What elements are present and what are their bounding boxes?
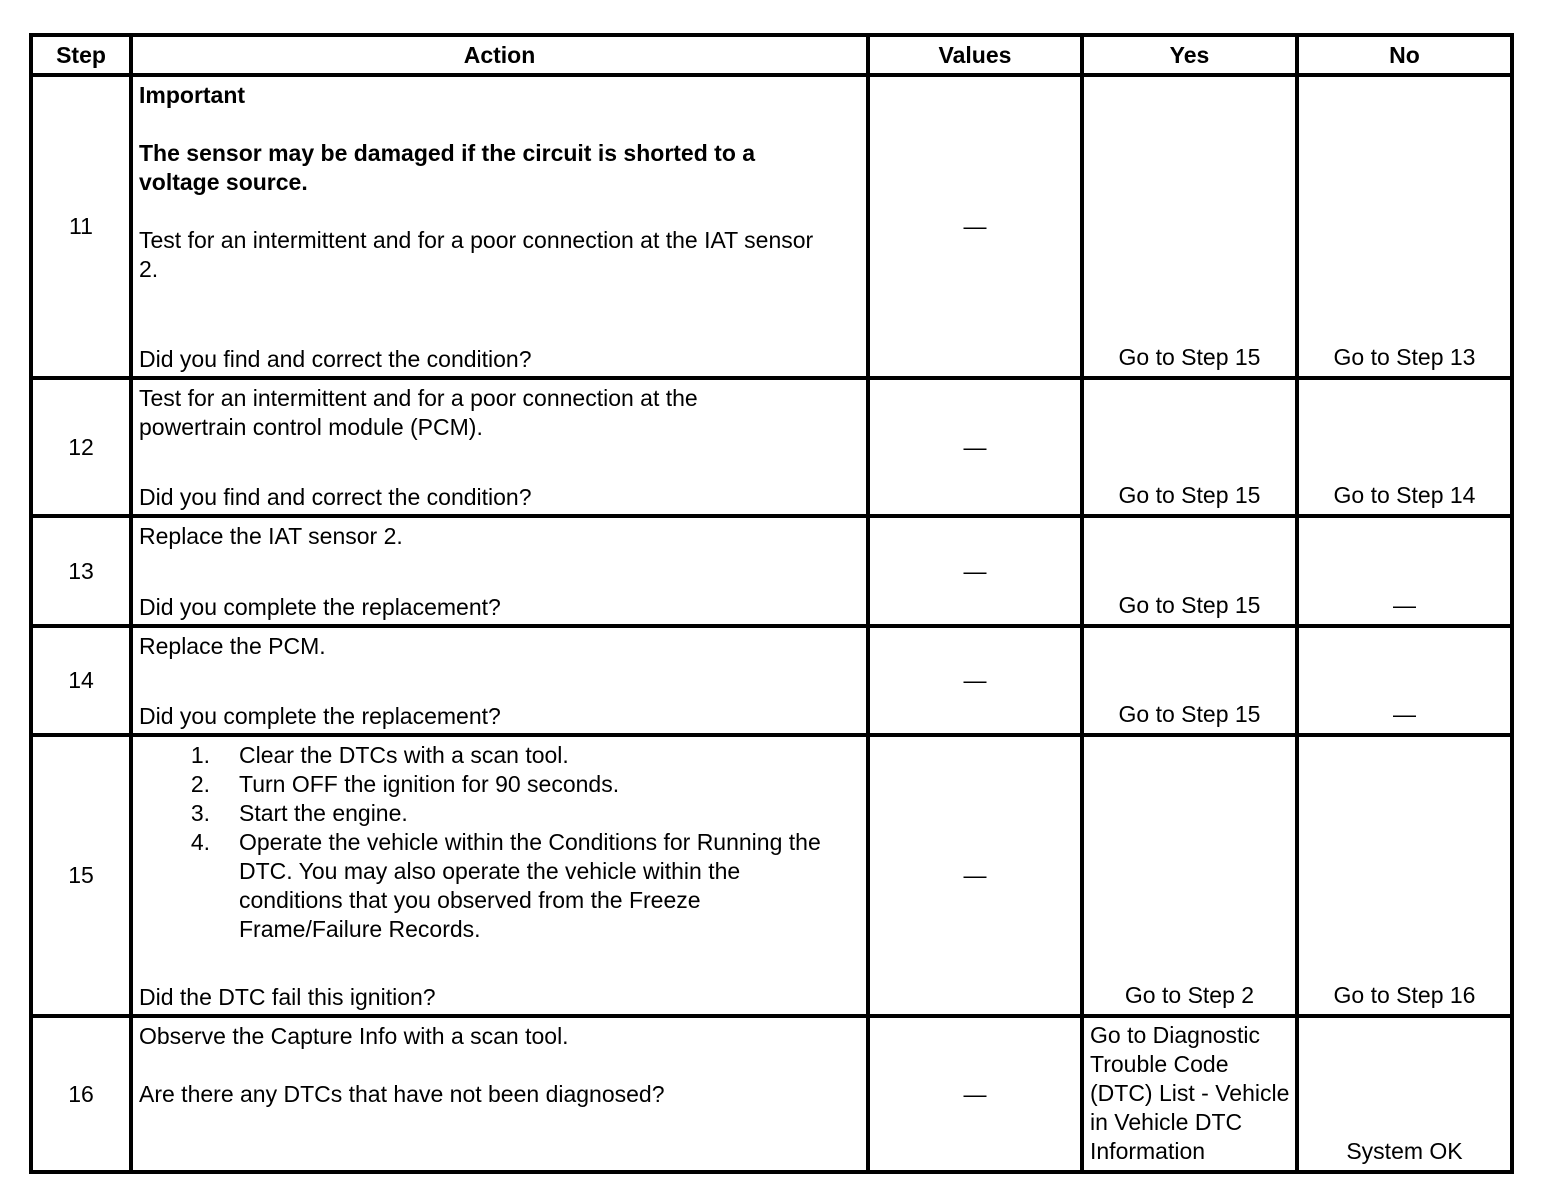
no-cell: — — [1297, 626, 1512, 735]
instruction-text: Test for an intermittent and for a poor connection at the powertrain control module (PCM). — [139, 385, 698, 440]
header-yes: Yes — [1082, 35, 1297, 75]
step-number: 14 — [31, 626, 131, 735]
list-item: 4. Operate the vehicle within the Conditions for Running the DTC. You may also operate the vehicle within the conditions that you observed from the Freeze Frame/Failure Records. — [190, 829, 821, 942]
table-row — [31, 75, 1512, 378]
action-cell — [131, 378, 868, 516]
values-cell: — — [868, 626, 1082, 735]
step-number: 12 — [31, 378, 131, 516]
step-number: 13 — [31, 516, 131, 626]
question-text: Did you find and correct the condition? — [139, 484, 532, 510]
yes-cell: Go to Step 15 — [1082, 626, 1297, 735]
action-cell — [131, 75, 868, 378]
no-cell: — — [1297, 516, 1512, 626]
list-item: 3. Start the engine. — [190, 800, 408, 826]
action-cell — [131, 735, 868, 1016]
values-cell: — — [868, 1016, 1082, 1172]
no-cell: Go to Step 13 — [1297, 75, 1512, 378]
question-text: Are there any DTCs that have not been diagnosed? — [139, 1081, 665, 1107]
yes-cell: Go to Step 15 — [1082, 378, 1297, 516]
diagnostic-table — [29, 33, 1514, 1174]
header-step: Step — [31, 35, 131, 75]
step-number: 16 — [31, 1016, 131, 1172]
table-row — [31, 1016, 1512, 1172]
instruction-text: Replace the PCM. — [139, 633, 326, 659]
values-cell: — — [868, 735, 1082, 1016]
yes-cell: Go to Step 15 — [1082, 75, 1297, 378]
no-cell: Go to Step 16 — [1297, 735, 1512, 1016]
instruction-text: Replace the IAT sensor 2. — [139, 523, 403, 549]
question-text: Did you complete the replacement? — [139, 594, 501, 620]
list-item: 1. Clear the DTCs with a scan tool. — [190, 742, 569, 768]
yes-cell: Go to Diagnostic Trouble Code (DTC) List - Vehicle in Vehicle DTC Information — [1082, 1016, 1297, 1172]
values-cell: — — [868, 378, 1082, 516]
warning-text: The sensor may be damaged if the circuit is shorted to a voltage source. — [139, 140, 756, 195]
important-label: Important — [139, 82, 246, 108]
step-number: 11 — [31, 75, 131, 378]
table-row — [31, 735, 1512, 1016]
instruction-text: Observe the Capture Info with a scan tool. — [139, 1023, 569, 1049]
question-text: Did you complete the replacement? — [139, 703, 501, 729]
table-row — [31, 516, 1512, 626]
list-item: 2. Turn OFF the ignition for 90 seconds. — [190, 771, 620, 797]
header-no: No — [1297, 35, 1512, 75]
header-row — [31, 35, 1512, 75]
procedure-list — [139, 741, 860, 944]
header-values: Values — [868, 35, 1082, 75]
step-number: 15 — [31, 735, 131, 1016]
header-action: Action — [131, 35, 868, 75]
table-row — [31, 626, 1512, 735]
instruction-text: Test for an intermittent and for a poor connection at the IAT sensor 2. — [139, 227, 814, 282]
values-cell: — — [868, 516, 1082, 626]
action-cell — [131, 626, 868, 735]
question-text: Did you find and correct the condition? — [139, 346, 532, 372]
no-cell: System OK — [1297, 1016, 1512, 1172]
no-cell: Go to Step 14 — [1297, 378, 1512, 516]
action-cell — [131, 1016, 868, 1172]
action-cell — [131, 516, 868, 626]
question-text: Did the DTC fail this ignition? — [139, 984, 436, 1010]
yes-cell: Go to Step 15 — [1082, 516, 1297, 626]
yes-cell: Go to Step 2 — [1082, 735, 1297, 1016]
values-cell: — — [868, 75, 1082, 378]
table-row — [31, 378, 1512, 516]
